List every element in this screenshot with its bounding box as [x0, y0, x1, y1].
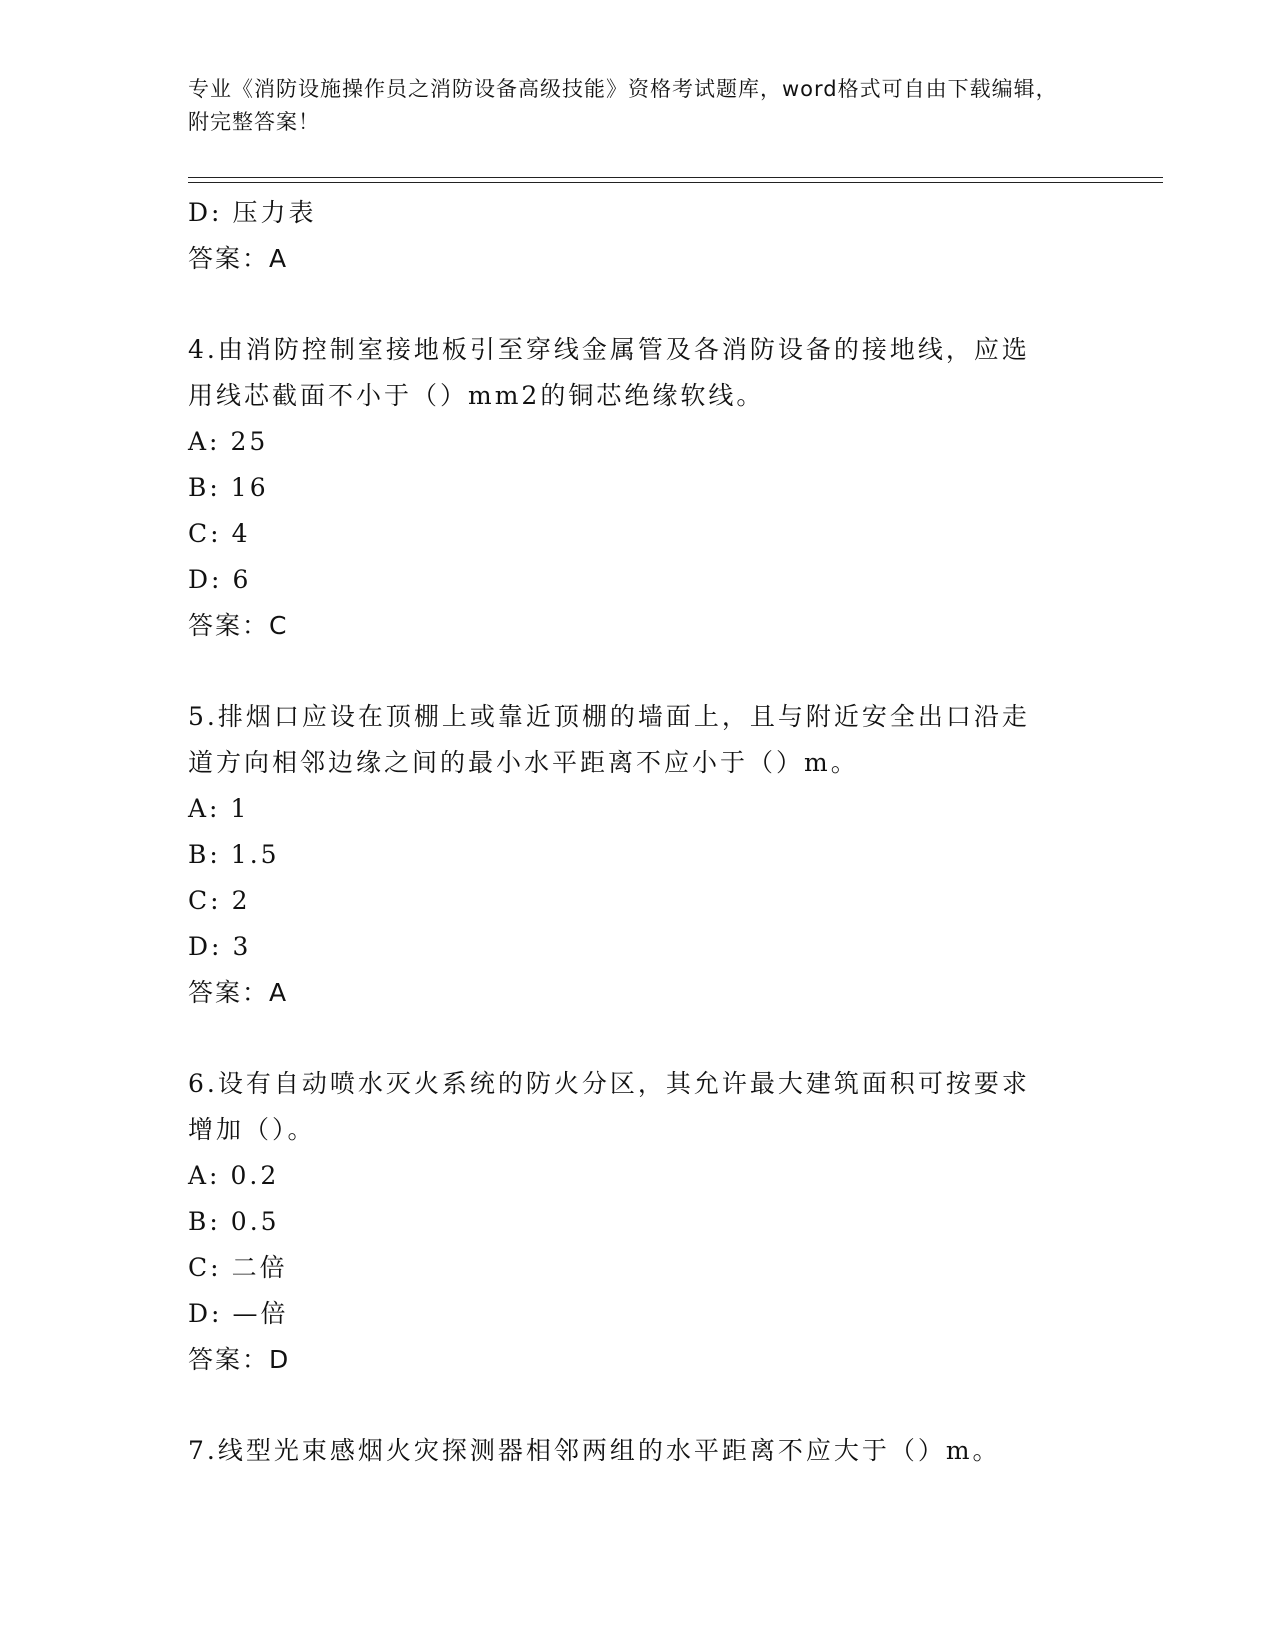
option-text: 1.5 — [230, 840, 280, 869]
option-text: 4 — [231, 519, 251, 548]
option-letter: B: — [188, 1207, 221, 1236]
option-letter: A: — [188, 794, 221, 823]
option-text: —倍 — [232, 1299, 289, 1328]
option-c — [188, 1245, 1088, 1291]
option-text: 压力表 — [232, 198, 317, 227]
question-stem-line: 增加（）。 — [188, 1115, 316, 1144]
answer-line: 答案：A — [188, 978, 289, 1007]
question-content — [188, 190, 1088, 1474]
option-text: 1 — [230, 794, 250, 823]
carryover-option-d — [188, 190, 1088, 236]
carryover-answer: 答案：A — [188, 244, 289, 273]
option-letter: D: — [188, 932, 223, 961]
option-b — [188, 1199, 1088, 1245]
option-text: 6 — [232, 565, 252, 594]
question-6 — [188, 1061, 1088, 1383]
option-text: 25 — [230, 427, 269, 456]
option-letter: D: — [188, 565, 223, 594]
answer-line: 答案：D — [188, 1345, 291, 1374]
option-d — [188, 557, 1088, 603]
question-stem-line: 6.设有自动喷水灭火系统的防火分区，其允许最大建筑面积可按要求 — [188, 1069, 1030, 1098]
option-text: 二倍 — [231, 1253, 288, 1282]
option-text: 2 — [231, 886, 251, 915]
question-stem-line: 4.由消防控制室接地板引至穿线金属管及各消防设备的接地线，应选 — [188, 335, 1030, 364]
option-letter: D: — [188, 198, 223, 227]
option-text: 0.5 — [230, 1207, 280, 1236]
option-letter: D: — [188, 1299, 223, 1328]
option-letter: B: — [188, 473, 221, 502]
header-divider-top — [188, 177, 1163, 178]
option-letter: C: — [188, 519, 222, 548]
option-text: 0.2 — [230, 1161, 280, 1190]
header-divider-bottom — [188, 182, 1163, 183]
option-d — [188, 924, 1088, 970]
option-letter: A: — [188, 1161, 221, 1190]
option-a — [188, 1153, 1088, 1199]
question-4 — [188, 327, 1088, 649]
option-b — [188, 832, 1088, 878]
option-text: 3 — [232, 932, 252, 961]
question-7 — [188, 1428, 1088, 1474]
option-a — [188, 419, 1088, 465]
option-b — [188, 465, 1088, 511]
option-text: 16 — [230, 473, 269, 502]
page-header: 专业《消防设施操作员之消防设备高级技能》资格考试题库，word格式可自由下载编辑，附完整答案！ — [188, 77, 1058, 134]
option-letter: B: — [188, 840, 221, 869]
answer-line: 答案：C — [188, 611, 289, 640]
option-letter: C: — [188, 1253, 222, 1282]
option-c — [188, 511, 1088, 557]
question-stem-line: 7.线型光束感烟火灾探测器相邻两组的水平距离不应大于（）m。 — [188, 1436, 1001, 1465]
question-stem-line: 用线芯截面不小于（）mm2的铜芯绝缘软线。 — [188, 381, 765, 410]
question-stem-line: 道方向相邻边缘之间的最小水平距离不应小于（）m。 — [188, 748, 859, 777]
option-c — [188, 878, 1088, 924]
option-letter: C: — [188, 886, 222, 915]
option-letter: A: — [188, 427, 221, 456]
option-d — [188, 1291, 1088, 1337]
option-a — [188, 786, 1088, 832]
question-5 — [188, 694, 1088, 1016]
question-stem-line: 5.排烟口应设在顶棚上或靠近顶棚的墙面上，且与附近安全出口沿走 — [188, 702, 1030, 731]
